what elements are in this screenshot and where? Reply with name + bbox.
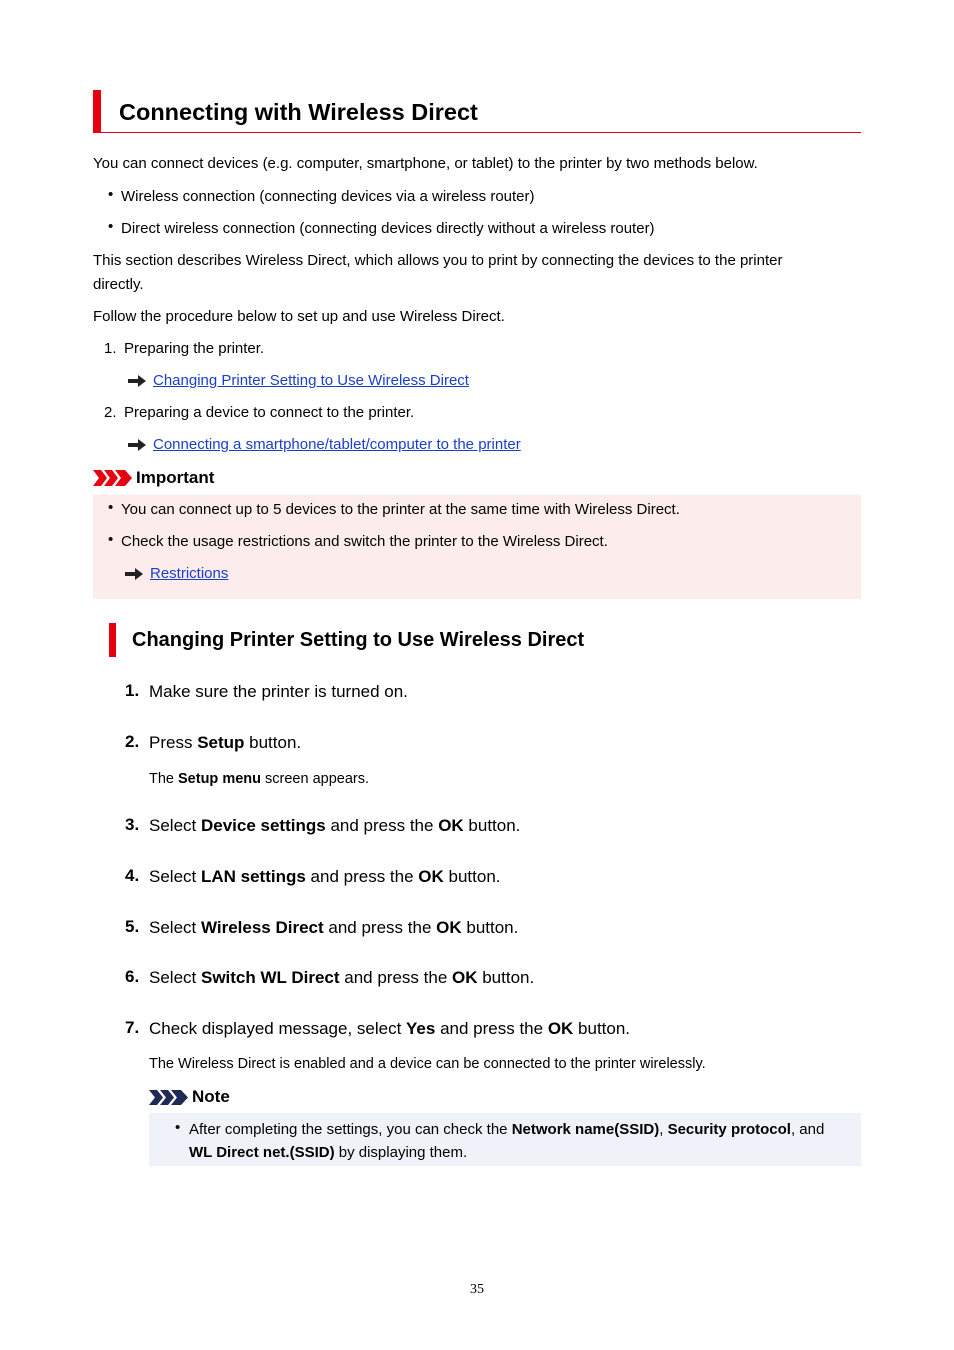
text-run: Select xyxy=(149,867,201,886)
bold-term: Switch WL Direct xyxy=(200,968,340,987)
title-underline xyxy=(93,132,861,133)
text-run: Select xyxy=(149,968,201,987)
text-run: , and xyxy=(790,1121,825,1138)
text-run: and press the xyxy=(325,816,439,835)
step-text xyxy=(149,916,518,940)
arrow-right-icon xyxy=(128,375,146,387)
important-chevrons-icon xyxy=(93,470,133,486)
bold-term: Wireless Direct xyxy=(200,918,324,937)
text-run: Select xyxy=(149,816,201,835)
bullet-icon: • xyxy=(108,531,114,548)
bullet-icon: • xyxy=(108,186,114,203)
procedure-num-2: 2. xyxy=(104,404,117,421)
text-run: Make sure the printer is turned on. xyxy=(149,682,408,701)
important-item-2: Check the usage restrictions and switch the printer to the Wireless Direct. xyxy=(121,533,608,550)
procedure-text-2: Preparing a device to connect to the printer. xyxy=(124,404,415,421)
step-number: 1. xyxy=(125,681,140,700)
important-item-1: You can connect up to 5 devices to the printer at the same time with Wireless Direct. xyxy=(121,501,680,518)
description-line-1: This section describes Wireless Direct, which allows you to print by connecting the devices to the printer xyxy=(93,252,783,269)
text-run: button. xyxy=(573,1019,631,1038)
description-line-2: directly. xyxy=(93,276,144,293)
section-heading: Changing Printer Setting to Use Wireless Direct xyxy=(132,629,585,651)
text-run: and press the xyxy=(339,968,452,987)
text-run: and press the xyxy=(435,1019,548,1038)
page-title: Connecting with Wireless Direct xyxy=(119,99,478,125)
procedure-num-1: 1. xyxy=(104,340,117,357)
bold-term: OK xyxy=(418,867,444,886)
step-number: 4. xyxy=(125,866,140,885)
bullet-icon: • xyxy=(108,499,114,516)
bold-term: Setup menu xyxy=(178,771,261,787)
step-subtext xyxy=(149,768,369,791)
follow-text: Follow the procedure below to set up and use Wireless Direct. xyxy=(93,308,505,325)
link-changing-printer-setting[interactable]: Changing Printer Setting to Use Wireless Direct xyxy=(153,372,469,389)
bold-term: OK xyxy=(547,1019,574,1038)
step-text xyxy=(149,1017,630,1041)
bold-term: WL Direct net.(SSID) xyxy=(189,1144,335,1161)
bold-term: Setup xyxy=(197,733,245,752)
step-text xyxy=(149,865,501,889)
bold-term: OK xyxy=(452,968,478,987)
important-label: Important xyxy=(136,468,215,487)
note-label: Note xyxy=(192,1087,230,1106)
text-run: by displaying them. xyxy=(334,1144,468,1161)
bold-term: Security protocol xyxy=(667,1121,791,1138)
method-item-2: Direct wireless connection (connecting devices directly without a wireless router) xyxy=(121,220,655,237)
procedure-text-1: Preparing the printer. xyxy=(124,340,265,357)
step-number: 5. xyxy=(125,917,140,936)
bold-term: Device settings xyxy=(200,816,326,835)
note-chevrons-icon xyxy=(149,1090,189,1105)
step-subtext xyxy=(149,1053,706,1076)
intro-text: You can connect devices (e.g. computer, smartphone, or tablet) to the printer by two methods below. xyxy=(93,155,758,172)
bullet-icon: • xyxy=(108,218,114,235)
text-run: button. xyxy=(477,968,535,987)
step-text xyxy=(149,680,408,704)
arrow-right-icon xyxy=(125,568,143,580)
bold-term: OK xyxy=(436,918,462,937)
text-run: The xyxy=(149,771,179,787)
text-run: button. xyxy=(244,733,302,752)
text-run: The Wireless Direct is enabled and a device can be connected to the printer wirelessly. xyxy=(149,1056,706,1072)
section-accent-bar xyxy=(109,623,116,657)
bold-term: OK xyxy=(438,816,464,835)
title-accent-bar xyxy=(93,90,101,133)
step-text xyxy=(149,731,301,755)
text-run: and press the xyxy=(305,867,419,886)
link-restrictions[interactable]: Restrictions xyxy=(150,565,229,582)
text-run: After completing the settings, you can check the xyxy=(189,1121,512,1138)
note-line-1 xyxy=(189,1118,824,1142)
bold-term: LAN settings xyxy=(200,867,306,886)
text-run: , xyxy=(659,1121,668,1138)
step-number: 7. xyxy=(125,1018,140,1037)
bold-term: Network name(SSID) xyxy=(511,1121,660,1138)
step-text xyxy=(149,966,534,990)
arrow-right-icon xyxy=(128,439,146,451)
step-number: 6. xyxy=(125,967,140,986)
text-run: button. xyxy=(461,918,519,937)
bullet-icon: • xyxy=(175,1119,181,1136)
step-text xyxy=(149,814,520,838)
method-item-1: Wireless connection (connecting devices via a wireless router) xyxy=(121,188,535,205)
text-run: Check displayed message, select xyxy=(149,1019,407,1038)
text-run: button. xyxy=(443,867,501,886)
page-number: 35 xyxy=(470,1282,484,1297)
text-run: button. xyxy=(463,816,521,835)
text-run: screen appears. xyxy=(261,771,370,787)
link-connecting-device[interactable]: Connecting a smartphone/tablet/computer to the printer xyxy=(153,436,521,453)
step-number: 2. xyxy=(125,732,140,751)
step-number: 3. xyxy=(125,815,140,834)
text-run: Select xyxy=(149,918,201,937)
text-run: and press the xyxy=(323,918,437,937)
note-line-2 xyxy=(189,1141,467,1165)
bold-term: Yes xyxy=(406,1019,436,1038)
text-run: Press xyxy=(149,733,198,752)
